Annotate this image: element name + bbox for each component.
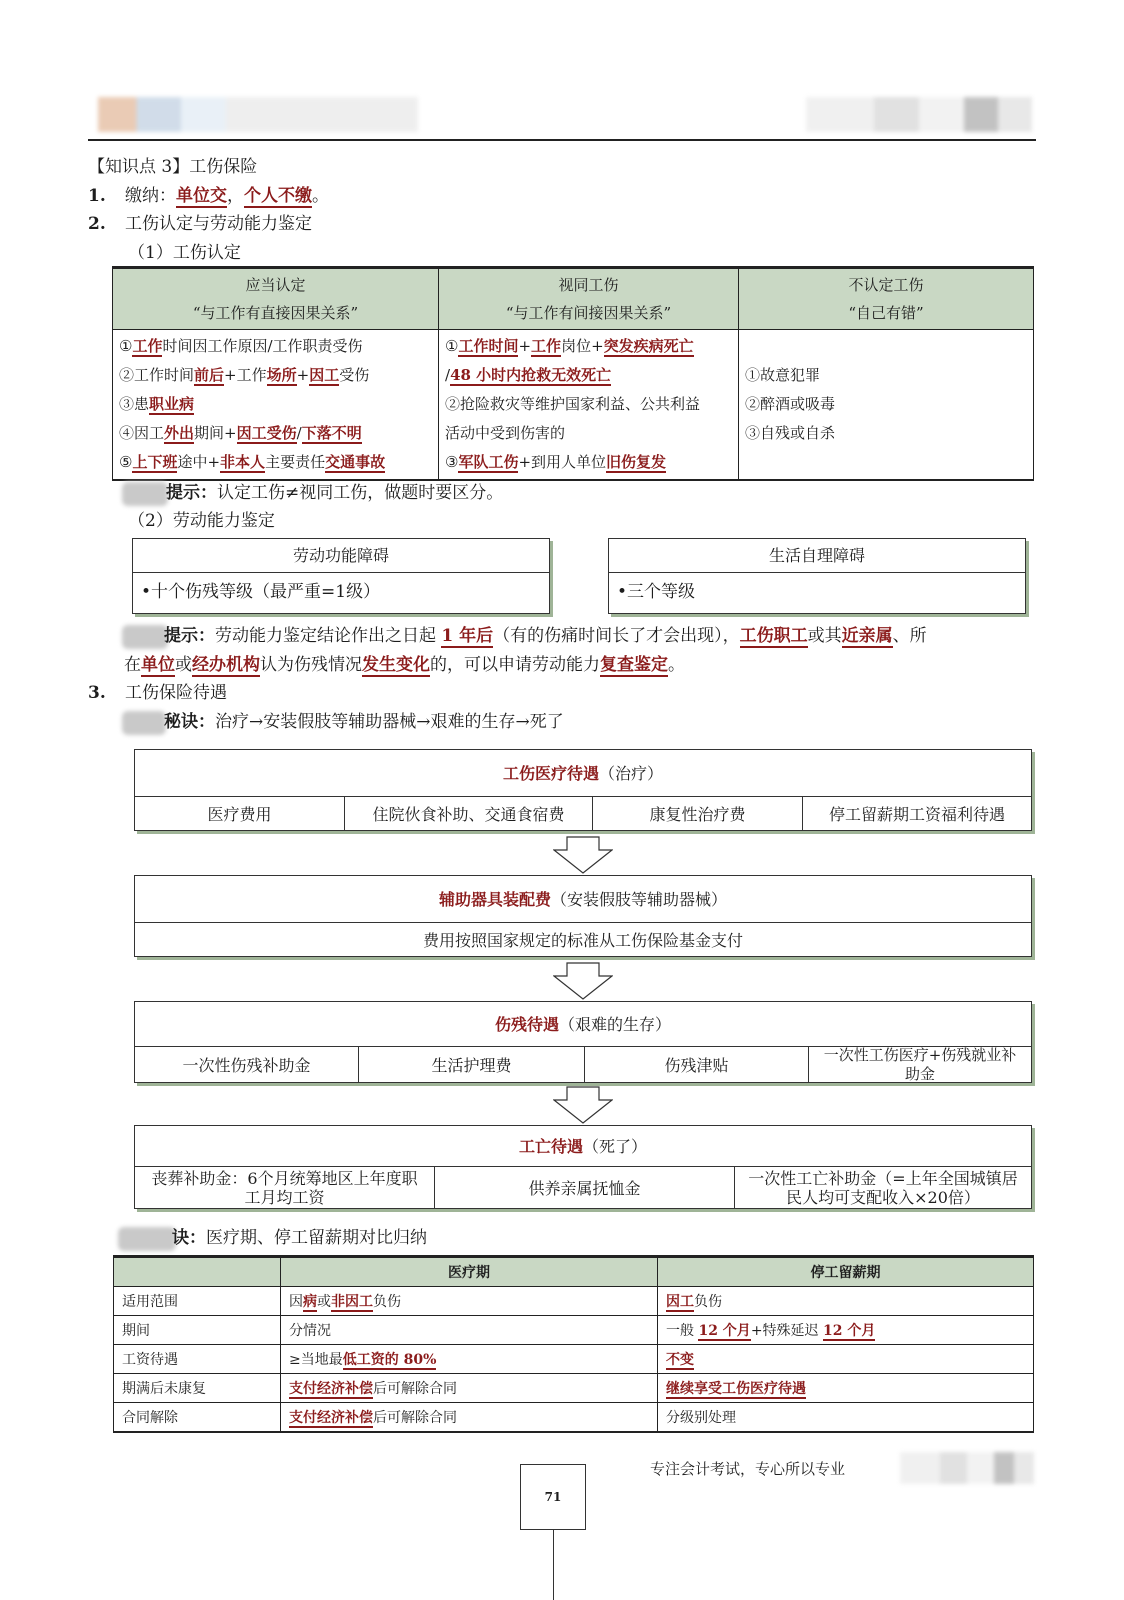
ability-left-title: 劳动功能障碍 — [133, 539, 549, 573]
col1-line: ⑤上下班途中+非本人主要责任交通事故 — [119, 453, 386, 471]
header3-l1: 不认定工伤 — [848, 276, 924, 294]
compare-icon-blurred — [118, 1227, 176, 1251]
item-2-title: 工伤认定与劳动能力鉴定 — [125, 214, 312, 234]
flow-disability-cell: 一次性工伤医疗+伤残就业补助金 — [823, 1046, 1017, 1083]
tip-icon-blurred — [122, 625, 168, 649]
tip-icon-blurred — [122, 482, 168, 506]
table2-header-paid-leave: 停工留薪期 — [658, 1257, 1034, 1287]
row-medical: 因病或非因工负伤 — [281, 1287, 658, 1316]
col1-line: ③患职业病 — [119, 395, 195, 413]
ability-left-body: •十个伤残等级（最严重=1级） — [141, 582, 381, 602]
tip-2-line-2: 在单位或经办机构认为伤残情况发生变化的，可以申请劳动能力复查鉴定。 — [124, 655, 685, 675]
subheading-ability: （2）劳动能力鉴定 — [128, 511, 275, 531]
table-row — [114, 1316, 1034, 1345]
row-medical: 支付经济补偿后可解除合同 — [281, 1403, 658, 1432]
col2-line: ②抢险救灾等维护国家利益、公共利益 — [445, 395, 701, 413]
flow-death-cell: 丧葬补助金：6个月统筹地区上年度职工月均工资 — [135, 1167, 435, 1209]
table1-header-3 — [739, 268, 1034, 330]
item-1-prefix: 缴纳： — [125, 186, 176, 206]
table1-header-1 — [113, 268, 439, 330]
flow-disability-cell: 生活护理费 — [359, 1047, 585, 1083]
flow-medical-cell: 住院伙食补助、交通食宿费 — [345, 797, 593, 831]
flow-disability-title: 伤残待遇 （艰难的生存） — [494, 1014, 672, 1034]
flow-assistive-title: 辅助器具装配费 （安装假肢等辅助器械） — [438, 889, 728, 909]
row-paid-leave: 因工负伤 — [658, 1287, 1034, 1316]
item-3-title: 工伤保险待遇 — [125, 683, 227, 703]
down-arrow-icon — [553, 1086, 613, 1124]
tip-1-label: 提示： — [166, 483, 217, 503]
row-paid-leave: 分级别处理 — [658, 1403, 1034, 1432]
work-injury-table — [112, 266, 1034, 481]
flow-medical-title: 工伤医疗待遇 （治疗） — [502, 763, 664, 783]
header-logo-blurred — [98, 97, 418, 132]
item-1-highlight-b: 个人不缴 — [244, 186, 312, 206]
col2-line: ①工作时间+工作岗位+突发疾病死亡 — [445, 337, 694, 355]
item-1-highlight-a: 单位交 — [176, 186, 227, 206]
header1-l2: “与工作有直接因果关系” — [192, 304, 359, 322]
footer-brand-blurred — [900, 1452, 1034, 1484]
item-3-number: 3. — [88, 683, 106, 703]
subheading-work-injury: （1）工伤认定 — [128, 243, 241, 263]
flow-medical-cell: 医疗费用 — [135, 797, 345, 831]
flow-disability — [134, 1001, 1032, 1083]
section-title: 【知识点 3】工伤保险 — [88, 157, 258, 177]
flow-medical-cell: 康复性治疗费 — [593, 797, 803, 831]
mnemonic-text: 治疗→安装假肢等辅助器械→艰难的生存→死了 — [215, 712, 564, 732]
header1-l1: 应当认定 — [245, 276, 306, 294]
row-paid-leave: 一般 12 个月+特殊延迟 12 个月 — [658, 1316, 1034, 1345]
item-1 — [88, 185, 329, 207]
header2-l1: 视同工伤 — [558, 276, 619, 294]
flow-disability-cell: 一次性伤残补助金 — [135, 1047, 359, 1083]
item-2-number: 2. — [88, 214, 106, 234]
table1-header-2 — [439, 268, 739, 330]
col2-line: ③军队工伤+到用人单位旧伤复发 — [445, 453, 667, 471]
row-medical: 分情况 — [281, 1316, 658, 1345]
flow-medical-cell: 停工留薪期工资福利待遇 — [828, 804, 1005, 824]
flow-medical — [134, 749, 1032, 831]
tip-1 — [166, 482, 503, 504]
table1-col-3 — [739, 330, 1034, 481]
item-3 — [88, 682, 227, 704]
col3-line: ③自残或自杀 — [745, 424, 836, 442]
table2-header-medical: 医疗期 — [281, 1257, 658, 1287]
down-arrow-icon — [553, 836, 613, 874]
tip-1-text: 认定工伤≠视同工伤，做题时要区分。 — [217, 483, 504, 503]
item-2 — [88, 213, 312, 235]
col1-line: ④因工外出期间+因工受伤/下落不明 — [119, 424, 362, 442]
table-row — [114, 1374, 1034, 1403]
page-number-stem — [553, 1530, 554, 1600]
flow-disability-cell: 伤残津贴 — [585, 1047, 809, 1083]
flow-death-title: 工亡待遇 （死了） — [518, 1136, 648, 1156]
item-1-sep: ， — [227, 186, 244, 206]
col3-line: ①故意犯罪 — [745, 366, 821, 384]
compare-label: 诀： — [172, 1228, 206, 1248]
ability-right-title: 生活自理障碍 — [609, 539, 1025, 573]
flow-death-cell: 供养亲属抚恤金 — [435, 1167, 735, 1209]
compare-text: 医疗期、停工留薪期对比归纳 — [206, 1228, 427, 1248]
table1-col-1 — [113, 330, 439, 481]
row-key: 适用范围 — [114, 1287, 281, 1316]
table2-header-blank — [114, 1257, 281, 1287]
row-key: 期满后未康复 — [114, 1374, 281, 1403]
col1-line: ②工作时间前后+工作场所+因工受伤 — [119, 366, 370, 384]
row-paid-leave: 继续享受工伤医疗待遇 — [658, 1374, 1034, 1403]
row-key: 期间 — [114, 1316, 281, 1345]
item-1-number: 1. — [88, 186, 106, 206]
table1-col-2 — [439, 330, 739, 481]
mnemonic-label: 秘诀： — [164, 712, 215, 732]
mnemonic-icon-blurred — [122, 711, 166, 735]
ability-box-right — [608, 538, 1026, 614]
footer-slogan: 专注会计考试，专心所以专业 — [650, 1460, 846, 1478]
down-arrow-icon — [553, 962, 613, 1000]
page-number: 71 — [520, 1464, 586, 1530]
col1-line: ①工作时间因工作原因/工作职责受伤 — [119, 337, 363, 355]
col2-line: /48 小时内抢救无效死亡 — [445, 366, 612, 384]
compare-table — [113, 1255, 1034, 1433]
row-medical: 支付经济补偿后可解除合同 — [281, 1374, 658, 1403]
col2-line: 活动中受到伤害的 — [445, 424, 566, 442]
table-row — [114, 1287, 1034, 1316]
mnemonic — [164, 711, 564, 733]
flow-assistive-cell: 费用按照国家规定的标准从工伤保险基金支付 — [135, 922, 1031, 957]
header3-l2: “自己有错” — [848, 304, 924, 322]
row-paid-leave: 不变 — [658, 1345, 1034, 1374]
tip-2-line-1: 提示：劳动能力鉴定结论作出之日起 1 年后（有的伤痛时间长了才会出现），工伤职工或其近亲属、所 — [164, 626, 927, 646]
flow-death — [134, 1125, 1032, 1209]
ability-right-body: •三个等级 — [617, 582, 696, 602]
compare-intro — [172, 1227, 427, 1249]
col3-line: ②醉酒或吸毒 — [745, 395, 836, 413]
flow-death-cell: 一次性工亡补助金（=上年全国城镇居民人均可支配收入×20倍） — [748, 1169, 1018, 1207]
row-key: 合同解除 — [114, 1403, 281, 1432]
header-rule — [88, 139, 1036, 141]
table-row — [114, 1403, 1034, 1432]
header-brand-blurred — [806, 97, 1032, 132]
ability-box-left — [132, 538, 550, 614]
flow-assistive — [134, 875, 1032, 957]
row-key: 工资待遇 — [114, 1345, 281, 1374]
header2-l2: “与工作有间接因果关系” — [505, 304, 672, 322]
table-row — [114, 1345, 1034, 1374]
item-1-end: 。 — [312, 186, 329, 206]
row-medical: ≥当地最低工资的 80% — [281, 1345, 658, 1374]
